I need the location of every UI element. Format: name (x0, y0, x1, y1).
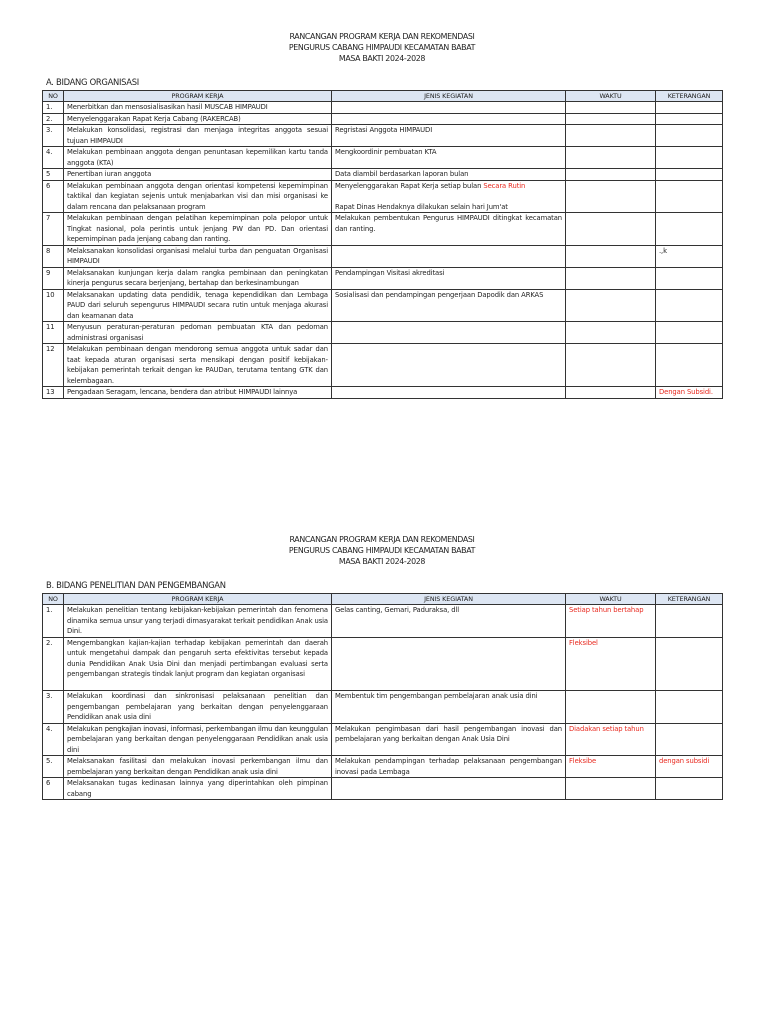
cell-keterangan (656, 322, 723, 344)
table-row (43, 113, 723, 125)
cell-keterangan (656, 102, 723, 114)
section-bidang-penelitian (42, 534, 722, 800)
table-row (43, 125, 723, 147)
cell-jenis (332, 756, 566, 778)
jenis-text: Melakukan pendampingan terhadap pelaksanaan pengembangan inovasi pada Lembaga (335, 757, 562, 776)
program-text: Menyusun peraturan-peraturan pedoman pembuatan KTA dan pedoman administrasi organisasi (67, 323, 328, 342)
cell-program (64, 605, 332, 638)
table-row (43, 267, 723, 289)
jenis-text: Regristasi Anggota HIMPAUDI (335, 126, 433, 134)
cell-program (64, 322, 332, 344)
cell-keterangan (656, 637, 723, 691)
cell-keterangan (656, 344, 723, 387)
jenis-text: Melakukan pembentukan Pengurus HIMPAUDI ditingkat kecamatan dan ranting. (335, 214, 562, 233)
keterangan-text: .,k (659, 246, 667, 255)
cell-keterangan (656, 387, 723, 399)
cell-keterangan (656, 169, 723, 181)
cell-waktu (566, 344, 656, 387)
table-row (43, 637, 723, 691)
jenis-text: Mengkoordinir pembuatan KTA (335, 148, 437, 156)
cell-no: 6 (43, 180, 64, 213)
table-row (43, 778, 723, 800)
table-row (43, 322, 723, 344)
cell-no: 4. (43, 147, 64, 169)
jenis-text: Gelas canting, Gemari, Paduraksa, dll (335, 606, 460, 614)
program-text: Mengembangkan kajian-kajian terhadap kebijakan pemerintah dan daerah untuk mengetahui dampak dan pengaruh serta efektivitas tersebut kepada dunia Pendidikan Anak Usia Dini dan menjadi pertimbangan evaluasi serta pengembangan strategis tindak lanjut program dan kegiatan organisasi (67, 638, 328, 678)
waktu-text: Setiap tahun bertahap (569, 606, 644, 614)
cell-jenis (332, 344, 566, 387)
table-header-row (43, 91, 723, 102)
cell-no: 6 (43, 778, 64, 800)
cell-jenis (332, 180, 566, 213)
cell-keterangan (656, 605, 723, 638)
cell-no: 2. (43, 113, 64, 125)
keterangan-text: Dengan Subsidi. (659, 388, 713, 396)
cell-waktu (566, 691, 656, 724)
program-text: Pengadaan Seragam, lencana, bendera dan atribut HIMPAUDI lainnya (67, 388, 298, 396)
program-text: Menerbitkan dan mensosialisasikan hasil MUSCAB HIMPAUDI (67, 103, 268, 111)
cell-jenis (332, 213, 566, 246)
column-header-jenis: JENIS KEGIATAN (332, 594, 566, 605)
cell-keterangan (656, 691, 723, 724)
document-header (56, 534, 709, 567)
cell-program (64, 147, 332, 169)
waktu-text: Fleksibe (569, 757, 597, 765)
cell-program (64, 102, 332, 114)
program-table (42, 90, 723, 399)
header-line: MASA BAKTI 2024-2028 (338, 53, 426, 63)
cell-jenis (332, 102, 566, 114)
cell-waktu (566, 289, 656, 322)
column-header-no: NO (43, 594, 64, 605)
cell-no: 5 (43, 169, 64, 181)
cell-program (64, 180, 332, 213)
cell-keterangan (656, 147, 723, 169)
cell-jenis (332, 637, 566, 691)
program-text: Melaksanakan kunjungan kerja dalam rangka pembinaan dan peningkatan kinerja pengurus secara berjenjang, bertahap dan berkesinambungan (67, 268, 328, 287)
spacer (67, 680, 328, 691)
cell-jenis (332, 169, 566, 181)
header-line: RANCANGAN PROGRAM KERJA DAN REKOMENDASI (289, 534, 475, 544)
cell-waktu (566, 125, 656, 147)
table-header-row (43, 594, 723, 605)
column-header-keterangan: KETERANGAN (656, 594, 723, 605)
cell-jenis (332, 322, 566, 344)
program-text: Melaksanakan konsolidasi organisasi melalui turba dan penguatan Organisasi HIMPAUDI (67, 246, 328, 265)
jenis-text: Sosialisasi dan pendampingan pengerjaan Dapodik dan ARKAS (335, 290, 544, 299)
cell-program (64, 289, 332, 322)
cell-program (64, 213, 332, 246)
cell-waktu (566, 322, 656, 344)
cell-jenis (332, 125, 566, 147)
cell-keterangan (656, 125, 723, 147)
cell-program (64, 778, 332, 800)
table-row (43, 213, 723, 246)
cell-program (64, 245, 332, 267)
cell-no: 1. (43, 102, 64, 114)
table-row (43, 169, 723, 181)
cell-no: 1. (43, 605, 64, 638)
cell-no: 3. (43, 691, 64, 724)
cell-keterangan (656, 113, 723, 125)
cell-waktu (566, 169, 656, 181)
cell-waktu (566, 387, 656, 399)
table-row (43, 723, 723, 756)
header-line: PENGURUS CABANG HIMPAUDI KECAMATAN BABAT (288, 42, 476, 52)
table-row (43, 102, 723, 114)
cell-no: 11 (43, 322, 64, 344)
cell-jenis (332, 605, 566, 638)
cell-waktu (566, 605, 656, 638)
section-title: B. BIDANG PENELITIAN DAN PENGEMBANGAN (46, 580, 226, 590)
table-row (43, 147, 723, 169)
section-title: A. BIDANG ORGANISASI (46, 77, 139, 87)
cell-program (64, 267, 332, 289)
cell-waktu (566, 723, 656, 756)
waktu-text: Diadakan setiap tahun (569, 724, 644, 733)
cell-waktu (566, 147, 656, 169)
cell-no: 8 (43, 245, 64, 267)
document-header (56, 31, 709, 64)
cell-program (64, 169, 332, 181)
jenis-text: Menyelenggarakan Rapat Kerja setiap bulan (335, 181, 484, 190)
header-line: MASA BAKTI 2024-2028 (338, 556, 426, 566)
keterangan-text: dengan subsidi (659, 757, 710, 765)
program-text: Melaksanakan tugas kedinasan lainnya yang diperintahkan oleh pimpinan cabang (67, 779, 328, 798)
cell-program (64, 125, 332, 147)
program-text: Melakukan pembinaan dengan pelatihan kepemimpinan pola pelopor untuk Tingkat nasional, pola perintis untuk jenjang PW dan PD. Dan orientasi kepemimpinan pada jenjang cabang dan ranting. (67, 214, 328, 243)
table-row (43, 756, 723, 778)
cell-waktu (566, 637, 656, 691)
jenis-text: Membentuk tim pengembangan pembelajaran anak usia dini (335, 692, 538, 700)
cell-jenis (332, 387, 566, 399)
program-text: Melakukan pembinaan anggota dengan orientasi kompetensi kepemimpinan taktikal dan kegiatan sejenis untuk menjabarkan visi dan misi organisasi ke dalam rencana dan pelaksanaan program (67, 181, 328, 211)
header-line: RANCANGAN PROGRAM KERJA DAN REKOMENDASI (289, 31, 475, 41)
cell-no: 5. (43, 756, 64, 778)
cell-waktu (566, 756, 656, 778)
cell-keterangan (656, 213, 723, 246)
column-header-no: NO (43, 91, 64, 102)
cell-jenis (332, 147, 566, 169)
spacer (335, 191, 562, 202)
cell-no: 10 (43, 289, 64, 322)
cell-waktu (566, 778, 656, 800)
cell-waktu (566, 267, 656, 289)
jenis-note: Rapat Dinas Hendaknya dilakukan selain hari Jum'at (335, 202, 508, 211)
cell-program (64, 637, 332, 691)
table-row (43, 691, 723, 724)
cell-no: 3. (43, 125, 64, 147)
program-text: Melakukan koordinasi dan sinkronisasi pelaksanaan penelitian dan pengembangan pembelajaran yang berkaitan dengan penyelenggaraan Pendidikan anak usia dini (67, 692, 328, 721)
cell-jenis (332, 289, 566, 322)
program-text: Melakukan pengkajian inovasi, informasi, perkembangan ilmu dan keunggulan pembelajaran yang berkaitan dengan penyelenggaraan Pendidikan anak usia dini (67, 724, 328, 754)
cell-keterangan (656, 245, 723, 267)
program-text: Melaksanakan updating data pendidik, tenaga kependidikan dan Lembaga PAUD dari seluruh sepengurus HIMPAUDI secara rutin untuk menjaga akurasi dan keamanan data (67, 290, 328, 320)
program-text: Melaksanakan fasilitasi dan melakukan inovasi perkembangan ilmu dan pembelajaran yang berkaitan dengan Pendidikan anak usia dini (67, 757, 328, 776)
program-text: Melakukan pembinaan dengan mendorong semua anggota untuk sadar dan taat kepada aturan organisasi serta mensikapi dengan positif kebijakan-kebijakan pemerintah terkait dengan ke PAUDan, terutama tentang GTK dan kelembagaan. (67, 345, 328, 385)
program-text: Melakukan pembinaan anggota dengan penuntasan kepemilikan kartu tanda anggota (KTA) (67, 148, 328, 167)
table-row (43, 344, 723, 387)
cell-jenis (332, 267, 566, 289)
header-line: PENGURUS CABANG HIMPAUDI KECAMATAN BABAT (288, 545, 476, 555)
jenis-text: Data diambil berdasarkan laporan bulan (335, 170, 469, 178)
column-header-waktu: WAKTU (566, 594, 656, 605)
jenis-text: Pendampingan Visitasi akreditasi (335, 268, 445, 277)
cell-keterangan (656, 180, 723, 213)
cell-waktu (566, 102, 656, 114)
cell-program (64, 113, 332, 125)
section-bidang-organisasi (42, 31, 722, 399)
table-row (43, 180, 723, 213)
column-header-jenis: JENIS KEGIATAN (332, 91, 566, 102)
cell-jenis (332, 723, 566, 756)
cell-keterangan (656, 267, 723, 289)
cell-waktu (566, 213, 656, 246)
program-text: Menyelenggarakan Rapat Kerja Cabang (RAKERCAB) (67, 114, 241, 123)
program-table (42, 593, 723, 800)
table-row (43, 289, 723, 322)
cell-no: 7 (43, 213, 64, 246)
cell-keterangan (656, 723, 723, 756)
cell-waktu (566, 180, 656, 213)
jenis-highlight: Secara Rutin (483, 181, 526, 190)
column-header-waktu: WAKTU (566, 91, 656, 102)
cell-keterangan (656, 778, 723, 800)
table-row (43, 387, 723, 399)
cell-no: 2. (43, 637, 64, 691)
column-header-keterangan: KETERANGAN (656, 91, 723, 102)
cell-program (64, 756, 332, 778)
table-row (43, 605, 723, 638)
cell-program (64, 691, 332, 724)
jenis-text: Melakukan pengimbasan dari hasil pengembangan inovasi dan pembelajaran yang berkaitan dengan Anak Usia Dini (335, 724, 562, 743)
cell-program (64, 387, 332, 399)
cell-program (64, 723, 332, 756)
cell-keterangan (656, 756, 723, 778)
program-text: Penertiban iuran anggota (67, 170, 152, 178)
program-text: Melakukan konsolidasi, registrasi dan menjaga integritas anggota sesuai tujuan HIMPAUDI (67, 126, 328, 145)
waktu-text: Fleksibel (569, 638, 598, 647)
cell-keterangan (656, 289, 723, 322)
cell-waktu (566, 113, 656, 125)
cell-jenis (332, 113, 566, 125)
cell-waktu (566, 245, 656, 267)
cell-jenis (332, 245, 566, 267)
cell-program (64, 344, 332, 387)
column-header-program: PROGRAM KERJA (64, 594, 332, 605)
program-text: Melakukan penelitian tentang kebijakan-kebijakan pemerintah dan fenomena dinamika semua unsur yang terjadi dimasyarakat terkait pendidikan Anak usia Dini. (67, 606, 328, 635)
cell-jenis (332, 778, 566, 800)
table-row (43, 245, 723, 267)
cell-no: 13 (43, 387, 64, 399)
cell-no: 4. (43, 723, 64, 756)
cell-no: 9 (43, 267, 64, 289)
column-header-program: PROGRAM KERJA (64, 91, 332, 102)
cell-jenis (332, 691, 566, 724)
cell-no: 12 (43, 344, 64, 387)
